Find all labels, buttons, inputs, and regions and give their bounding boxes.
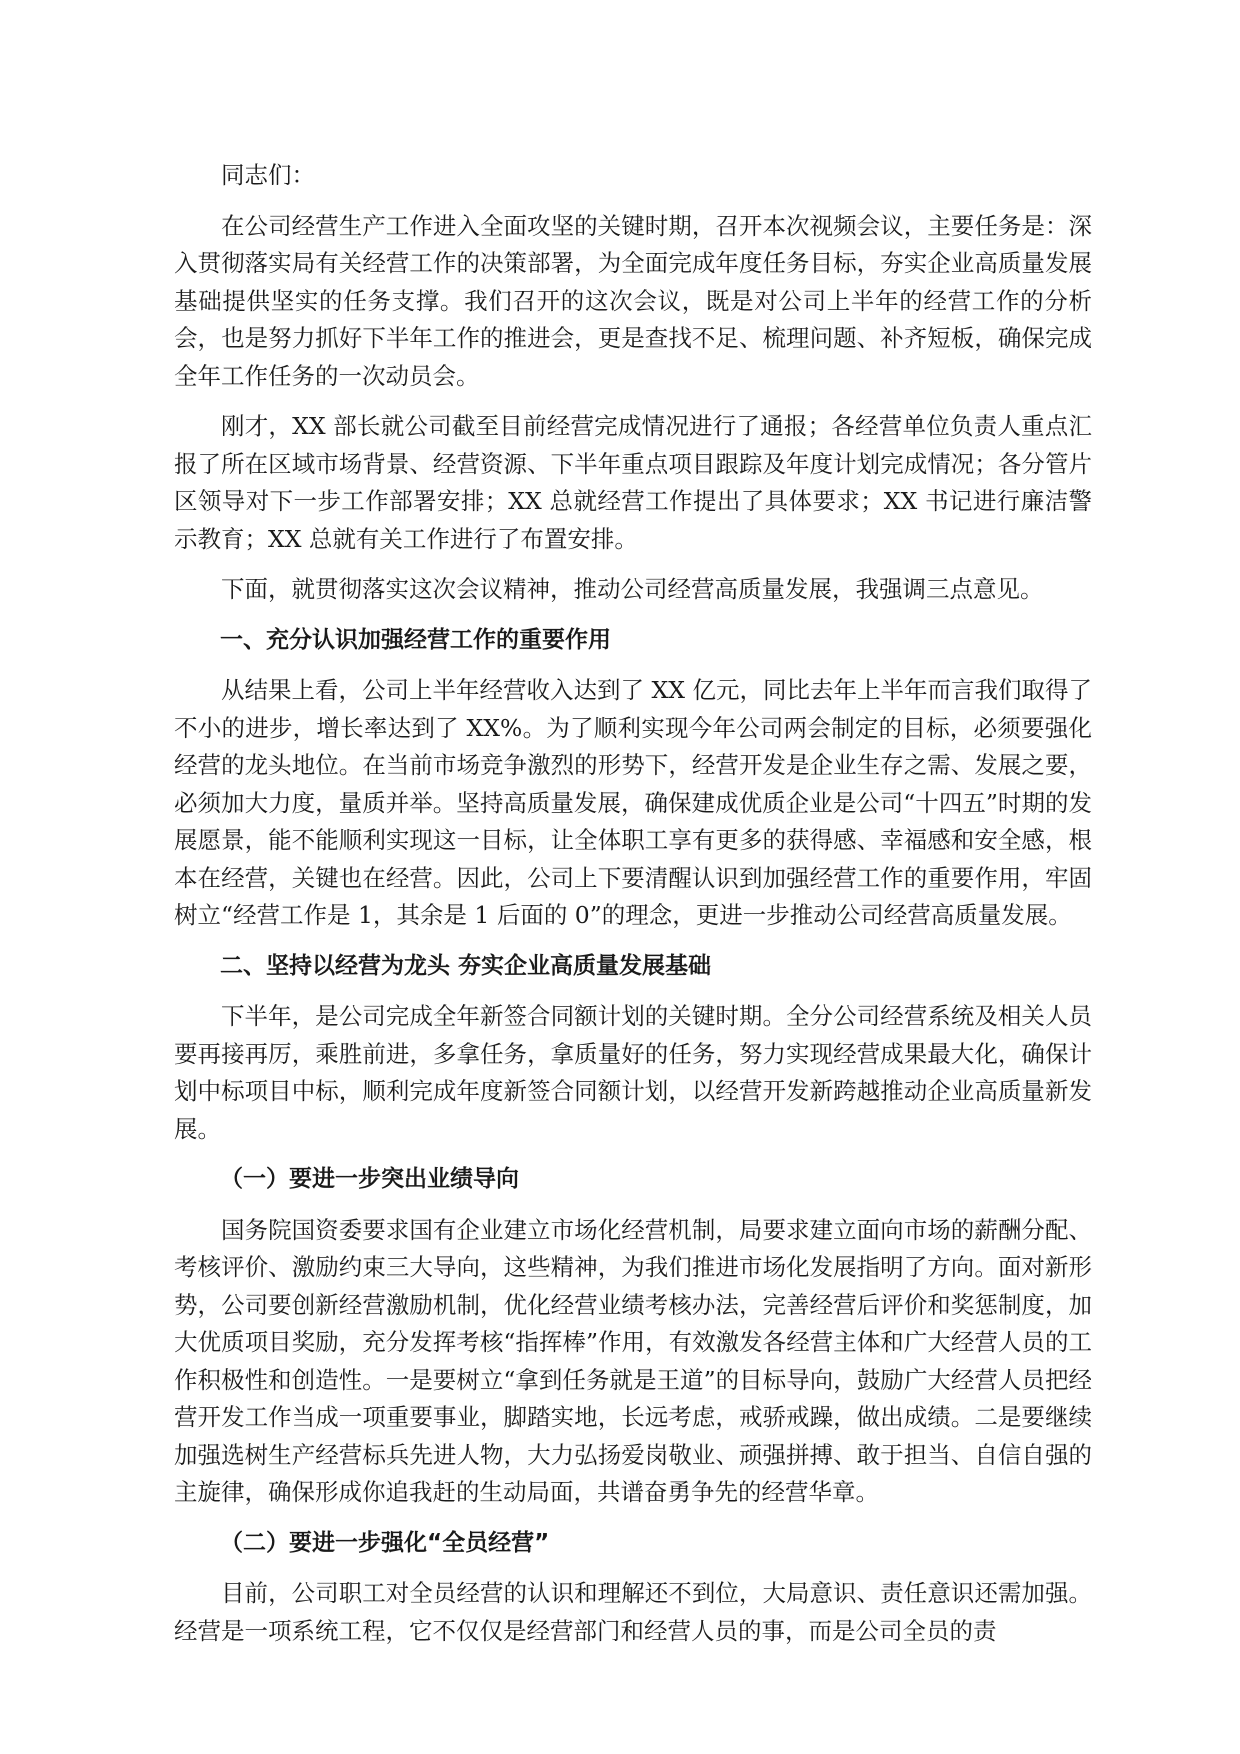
subsection-heading-2: （二）要进一步强化“全员经营” xyxy=(220,1529,550,1556)
paragraph-meeting-summary: 刚才，XX 部长就公司截至目前经营完成情况进行了通报；各经营单位负责人重点汇报了所在区域市场背景、经营资源、下半年重点项目跟踪及年度计划完成情况；各分管片区领导对下一步工作部署安排；XX 总就经营工作提出了具体要求；XX 书记进行廉洁警示教育；XX 总就有关工作进行了布置安排。 xyxy=(174,412,1092,553)
paragraph-subsection-2: 目前，公司职工对全员经营的认识和理解还不到位，大局意识、责任意识还需加强。经营是一项系统工程，它不仅仅是经营部门和经营人员的事，而是公司全员的责 xyxy=(174,1579,1092,1645)
paragraph-three-points: 下面，就贯彻落实这次会议精神，推动公司经营高质量发展，我强调三点意见。 xyxy=(221,575,1044,603)
paragraph-section-2: 下半年，是公司完成全年新签合同额计划的关键时期。全分公司经营系统及相关人员要再接再厉，乘胜前进，多拿任务，拿质量好的任务，努力实现经营成果最大化，确保计划中标项目中标，顺利完成年度新签合同额计划，以经营开发新跨越推动企业高质量新发展。 xyxy=(174,1002,1092,1143)
subsection-heading-1: （一）要进一步突出业绩导向 xyxy=(220,1166,519,1192)
paragraph-subsection-1: 国务院国资委要求国有企业建立市场化经营机制，局要求建立面向市场的薪酬分配、考核评价、激励约束三大导向，这些精神，为我们推进市场化发展指明了方向。面对新形势，公司要创新经营激励机制，优化经营业绩考核办法，完善经营后评价和奖惩制度，加大优质项目奖励，充分发挥考核“指挥棒”作用，有效激发各经营主体和广大经营人员的工作积极性和创造性。一是要树立“拿到任务就是王道”的目标导向，鼓励广大经营人员把经营开发工作当成一项重要事业，脚踏实地，长远考虑，戒骄戒躁，做出成绩。二是要继续加强选树生产经营标兵先进人物，大力弘扬爱岗敬业、顽强拼搏、敢于担当、自信自强的主旋律，确保形成你追我赶的生动局面，共谱奋勇争先的经营华章。 xyxy=(174,1215,1092,1506)
paragraph-section-1: 从结果上看，公司上半年经营收入达到了 XX 亿元，同比去年上半年而言我们取得了不小的进步，增长率达到了 XX%。为了顺利实现今年公司两会制定的目标，必须要强化经营的龙头地位。在当前市场竞争激烈的形势下，经营开发是企业生存之需、发展之要，必须加大力度，量质并举。坚持高质量发展，确保建成优质企业是公司“十四五”时期的发展愿景，能不能顺利实现这一目标，让全体职工享有更多的获得感、幸福感和安全感，根本在经营，关键也在经营。因此，公司上下要清醒认识到加强经营工作的重要作用，牢固树立“经营工作是 1，其余是 1 后面的 0”的理念，更进一步推动公司经营高质量发展。 xyxy=(174,676,1092,929)
document-body xyxy=(174,157,1092,1663)
salutation: 同志们： xyxy=(221,161,315,189)
paragraph-opening: 在公司经营生产工作进入全面攻坚的关键时期，召开本次视频会议，主要任务是：深入贯彻落实局有关经营工作的决策部署，为全面完成年度任务目标，夯实企业高质量发展基础提供坚实的任务支撑。我们召开的这次会议，既是对公司上半年的经营工作的分析会，也是努力抓好下半年工作的推进会，更是查找不足、梳理问题、补齐短板，确保完成全年工作任务的一次动员会。 xyxy=(174,211,1092,390)
section-heading-2: 二、坚持以经营为龙头 夯实企业高质量发展基础 xyxy=(220,952,712,979)
section-heading-1: 一、充分认识加强经营工作的重要作用 xyxy=(220,626,611,653)
